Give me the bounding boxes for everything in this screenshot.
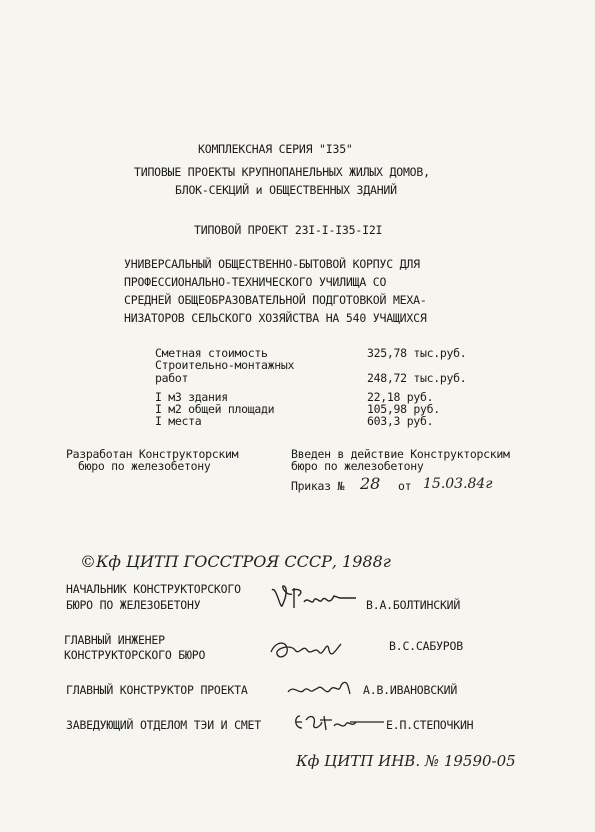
signatory-3-name: А.В.ИВАНОВСКИЙ [363, 683, 458, 697]
copyright-note: ©Кф ЦИТП ГОССТРОЯ СССР, 1988г [80, 552, 391, 571]
estimate-label: Сметная стоимость [155, 346, 268, 360]
m3-value: 22,18 руб. [367, 390, 434, 404]
project-number: ТИПОВОЙ ПРОЕКТ 23I-I-I35-I2I [194, 223, 383, 237]
description-line-4: НИЗАТОРОВ СЕЛЬСКОГО ХОЗЯЙСТВА НА 540 УЧАЩИХСЯ [124, 311, 427, 325]
place-label: I места [155, 414, 202, 428]
order-date-prefix: от [398, 479, 412, 493]
developer-line-1: Разработан Конструкторским [66, 447, 239, 461]
place-value: 603,3 руб. [367, 414, 434, 428]
description-line-1: УНИВЕРСАЛЬНЫЙ ОБЩЕСТВЕННО-БЫТОВОЙ КОРПУС ДЛЯ [124, 257, 420, 271]
developer-line-2: бюро по железобетону [78, 459, 211, 473]
m2-label: I м2 общей площади [155, 402, 275, 416]
series-title: КОМПЛЕКСНАЯ СЕРИЯ "I35" [198, 142, 353, 156]
signatory-1-title-2: БЮРО ПО ЖЕЛЕЗОБЕТОНУ [66, 598, 201, 612]
adoption-line-2: бюро по железобетону [291, 459, 424, 473]
construction-label-1: Строительно-монтажных [155, 358, 295, 372]
estimate-value: 325,78 тыс.руб. [367, 346, 467, 360]
signatory-2-title-1: ГЛАВНЫЙ ИНЖЕНЕР [64, 633, 165, 647]
signature-stepochkin [290, 708, 386, 736]
signatory-2-title-2: КОНСТРУКТОРСКОГО БЮРО [64, 648, 206, 662]
construction-label-2: работ [155, 371, 189, 385]
subtitle-line-1: ТИПОВЫЕ ПРОЕКТЫ КРУПНОПАНЕЛЬНЫХ ЖИЛЫХ ДОМОВ, [134, 165, 430, 179]
description-line-3: СРЕДНЕЙ ОБЩЕОБРАЗОВАТЕЛЬНОЙ ПОДГОТОВКОЙ МЕХА- [124, 293, 427, 307]
inventory-number: Кф ЦИТП ИНВ. № 19590-05 [296, 752, 516, 770]
signatory-3-title: ГЛАВНЫЙ КОНСТРУКТОР ПРОЕКТА [66, 683, 248, 697]
order-date: 15.03.84г [423, 476, 493, 492]
construction-value: 248,72 тыс.руб. [367, 371, 467, 385]
order-label: Приказ № [291, 479, 344, 493]
description-line-2: ПРОФЕССИОНАЛЬНО-ТЕХНИЧЕСКОГО УЧИЛИЩА СО [124, 275, 387, 289]
signature-saburov [265, 632, 345, 668]
signatory-1-title-1: НАЧАЛЬНИК КОНСТРУКТОРСКОГО [66, 582, 241, 596]
signature-boltinsky [268, 582, 358, 612]
signature-ivanovsky [284, 674, 360, 700]
signatory-1-name: В.А.БОЛТИНСКИЙ [366, 598, 461, 612]
m2-value: 105,98 руб. [367, 402, 440, 416]
m3-label: I м3 здания [155, 390, 228, 404]
signatory-4-name: Е.П.СТЕПОЧКИН [386, 718, 474, 732]
adoption-line-1: Введен в действие Конструкторским [291, 447, 510, 461]
signatory-4-title: ЗАВЕДУЮЩИЙ ОТДЕЛОМ ТЭИ И СМЕТ [66, 718, 261, 732]
signatory-2-name: В.С.САБУРОВ [389, 639, 463, 653]
order-number: 28 [360, 474, 381, 493]
subtitle-line-2: БЛОК-СЕКЦИЙ и ОБЩЕСТВЕННЫХ ЗДАНИЙ [175, 183, 397, 197]
